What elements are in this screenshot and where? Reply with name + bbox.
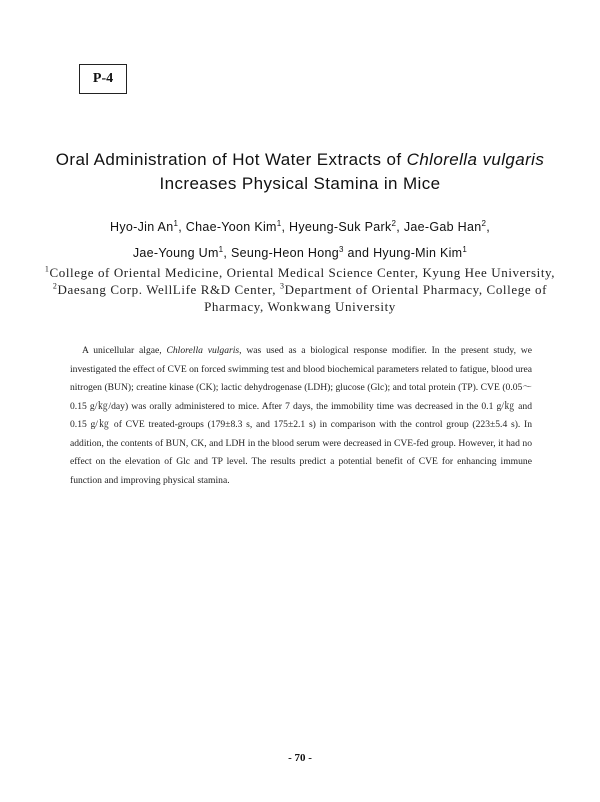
poster-label: P-4 — [79, 64, 127, 94]
author-affiliation-mark: 3 — [339, 244, 344, 254]
author-separator: , — [178, 220, 186, 234]
author-name: Chae-Yoon Kim — [185, 220, 277, 234]
author-affiliation-mark: 1 — [462, 244, 468, 254]
author-list — [40, 214, 560, 266]
author-affiliation-mark: 1 — [276, 218, 282, 228]
author-conjunction: and — [343, 246, 374, 260]
abstract-body: , was used as a biological response modifier. In the present study, we investigated the effect of CVE on forced swimming test and blood biochemical parameters related to fatigue, blood urea nitrogen (BUN); creatine kinase (CK); lactic dehydrogenase (LDH); glucose (Glc); and total protein (TP). CVE (0.05～0.15 g/㎏/day) was orally administered to mice. After 7 days, the immobility time was decreased in the 0.1 g/㎏ and 0.15 g/㎏ of CVE treated-groups (179±8.3 s, and 175±2.1 s) in comparison with the control group (223±5.4 s). In addition, the contents of BUN, CK, and LDH in the blood serum were decreased in CVE-fed group. However, it had no effect on the elevation of Glc and TP level. The results predict a potential benefit of CVE for enhancing immune function and improving physical stamina. — [70, 345, 532, 486]
abstract-species: Chlorella vulgaris — [166, 345, 240, 356]
title-part-1: Oral Administration of Hot Water Extracts of — [55, 150, 407, 169]
author-separator: , — [486, 220, 490, 234]
author-affiliation-mark: 2 — [391, 218, 397, 228]
affiliation-text: Daesang Corp. WellLife R&D Center, — [57, 282, 280, 297]
affiliation-mark: 3 — [279, 281, 285, 291]
abstract — [70, 342, 532, 490]
affiliation-text: College of Oriental Medicine, Oriental Medical Science Center, Kyung Hee University, — [49, 265, 556, 280]
title-species: Chlorella vulgaris — [406, 150, 545, 169]
abstract-lead: A unicellular algae, — [82, 345, 167, 356]
page-number: - 70 - — [288, 752, 312, 764]
paper-title — [40, 148, 560, 196]
author-name: Hyo-Jin An — [110, 220, 174, 234]
affiliation-mark: 2 — [52, 281, 58, 291]
author-affiliation-mark: 1 — [173, 218, 179, 228]
author-name: Jae-Young Um — [132, 246, 219, 260]
author-name: Jae-Gab Han — [403, 220, 482, 234]
author-name: Seung-Heon Hong — [230, 246, 339, 260]
author-separator: , — [223, 246, 231, 260]
affiliation-mark: 1 — [44, 264, 50, 274]
author-name: Hyeung-Suk Park — [289, 220, 392, 234]
affiliations — [40, 264, 560, 315]
author-separator: , — [281, 220, 290, 234]
author-name: Hyung-Min Kim — [373, 246, 463, 260]
title-part-2: Increases Physical Stamina in Mice — [159, 174, 441, 193]
author-affiliation-mark: 2 — [481, 218, 487, 228]
author-affiliation-mark: 1 — [218, 244, 224, 254]
affiliation-text: Department of Oriental Pharmacy, College of Pharmacy, Wonkwang University — [204, 282, 548, 314]
author-separator: , — [396, 220, 404, 234]
